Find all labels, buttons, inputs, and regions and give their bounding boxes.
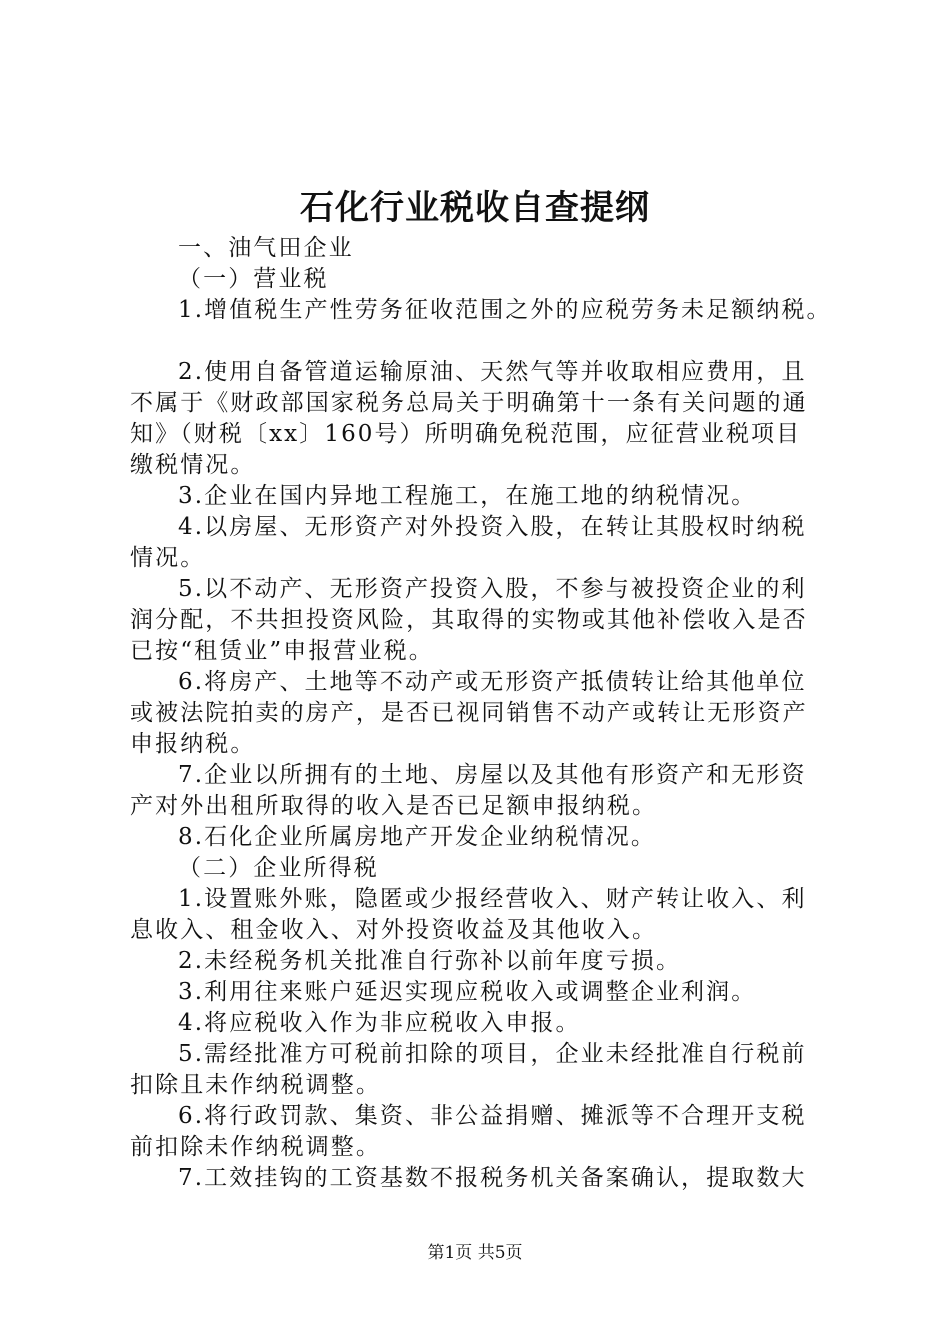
paragraph-line: 7.企业以所拥有的土地、房屋以及其他有形资产和无形资 [178,762,807,788]
paragraph-line: 4.以房屋、无形资产对外投资入股，在转让其股权时纳税 [178,514,807,540]
paragraph-line: 2.未经税务机关批准自行弥补以前年度亏损。 [178,948,682,974]
paragraph-line: 6.将行政罚款、集资、非公益捐赠、摊派等不合理开支税 [178,1103,807,1129]
paragraph-line: 前扣除未作纳税调整。 [130,1134,381,1160]
paragraph-line: 润分配，不共担投资风险，其取得的实物或其他补偿收入是否 [130,607,808,633]
paragraph-line: 产对外出租所取得的收入是否已足额申报纳税。 [130,793,658,819]
paragraph-line: 7.工效挂钩的工资基数不报税务机关备案确认，提取数大 [178,1165,807,1191]
paragraph-line: 3.利用往来账户延迟实现应税收入或调整企业利润。 [178,979,757,1005]
paragraph-line: 1.设置账外账，隐匿或少报经营收入、财产转让收入、利 [178,886,807,912]
document-body [130,233,835,1194]
paragraph-line: 息收入、租金收入、对外投资收益及其他收入。 [130,917,658,943]
paragraph-line: 或被法院拍卖的房产，是否已视同销售不动产或转让无形资产 [130,700,808,726]
paragraph-line: 5.以不动产、无形资产投资入股，不参与被投资企业的利 [178,576,807,602]
paragraph-line: 1.增值税生产性劳务征收范围之外的应税劳务未足额纳税。 [178,297,832,323]
paragraph-line: 知》（财税〔xx〕160号）所明确免税范围，应征营业税项目 [130,421,802,447]
paragraph-line: 4.将应税收入作为非应税收入申报。 [178,1010,581,1036]
blank-line [130,326,835,357]
paragraph-line: 已按“租赁业”申报营业税。 [130,638,434,664]
paragraph-line: 不属于《财政部国家税务总局关于明确第十一条有关问题的通 [130,390,808,416]
paragraph-line: 申报纳税。 [130,731,256,757]
subsection-heading: （二）企业所得税 [178,855,379,881]
paragraph-line: 缴税情况。 [130,452,256,478]
paragraph-line: 6.将房产、土地等不动产或无形资产抵债转让给其他单位 [178,669,807,695]
paragraph-line: 5.需经批准方可税前扣除的项目，企业未经批准自行税前 [178,1041,807,1067]
paragraph-line: 3.企业在国内异地工程施工，在施工地的纳税情况。 [178,483,757,509]
subsection-heading: （一）营业税 [178,266,329,292]
document-title: 石化行业税收自查提纲 [300,188,650,228]
paragraph-line: 2.使用自备管道运输原油、天然气等并收取相应费用，且 [178,359,807,385]
paragraph-line: 8.石化企业所属房地产开发企业纳税情况。 [178,824,656,850]
paragraph-line: 情况。 [130,545,206,571]
paragraph-line: 扣除且未作纳税调整。 [130,1072,381,1098]
page-number-footer: 第1页 共5页 [427,1243,523,1263]
section-heading: 一、油气田企业 [178,235,354,261]
